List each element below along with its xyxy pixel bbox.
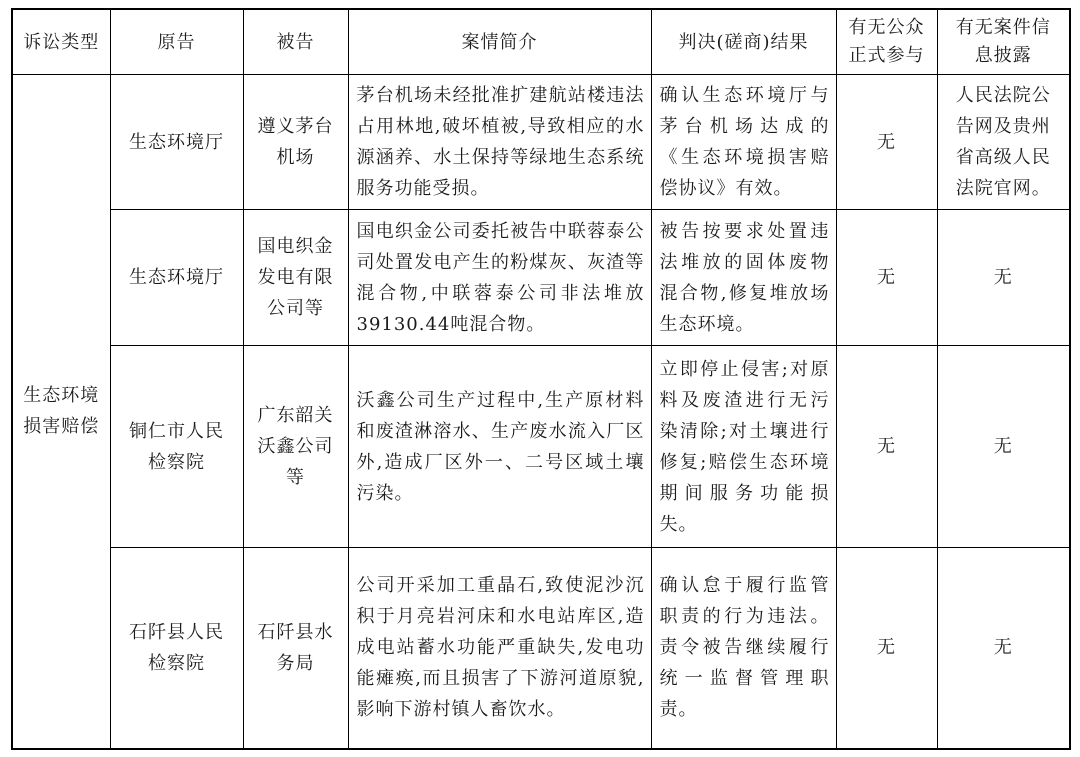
result-cell: 确认生态环境厅与茅台机场达成的《生态环境损害赔偿协议》有效。 [651,75,836,210]
summary-cell: 国电织金公司委托被告中联蓉泰公司处置发电产生的粉煤灰、灰渣等混合物,中联蓉泰公司非法堆放39130.44吨混合物。 [348,210,651,346]
header-plaintiff: 原告 [110,9,243,75]
result-cell: 确认怠于履行监管职责的行为违法。责令被告继续履行统一监督管理职责。 [651,548,836,749]
header-public-participation: 有无公众正式参与 [836,9,937,75]
plaintiff-cell: 生态环境厅 [110,210,243,346]
result-cell: 立即停止侵害;对原料及废渣进行无污染清除;对土壤进行修复;赔偿生态环境期间服务功能损失。 [651,346,836,548]
summary-cell: 沃鑫公司生产过程中,生产原材料和废渣淋溶水、生产废水流入厂区外,造成厂区外一、二号区域土壤污染。 [348,346,651,548]
defendant-cell: 国电织金发电有限公司等 [243,210,348,346]
header-defendant: 被告 [243,9,348,75]
table-row [12,548,1070,749]
public-participation-cell: 无 [836,548,937,749]
table-row [12,346,1070,548]
defendant-cell: 石阡县水务局 [243,548,348,749]
case-table [11,8,1071,750]
disclosure-cell: 无 [937,346,1070,548]
header-litigation-type: 诉讼类型 [12,9,110,75]
public-participation-cell: 无 [836,346,937,548]
litigation-type-cell: 生态环境损害赔偿 [12,75,110,749]
header-row [12,9,1070,75]
defendant-cell: 遵义茅台机场 [243,75,348,210]
header-summary: 案情简介 [348,9,651,75]
public-participation-cell: 无 [836,75,937,210]
summary-cell: 茅台机场未经批准扩建航站楼违法占用林地,破坏植被,导致相应的水源涵养、水土保持等绿地生态系统服务功能受损。 [348,75,651,210]
public-participation-cell: 无 [836,210,937,346]
table-row [12,210,1070,346]
header-disclosure: 有无案件信息披露 [937,9,1070,75]
table-row [12,75,1070,210]
defendant-cell: 广东韶关沃鑫公司等 [243,346,348,548]
disclosure-cell: 无 [937,210,1070,346]
disclosure-cell: 无 [937,548,1070,749]
plaintiff-cell: 石阡县人民检察院 [110,548,243,749]
header-result: 判决(磋商)结果 [651,9,836,75]
plaintiff-cell: 生态环境厅 [110,75,243,210]
document-page [11,8,1069,748]
result-cell: 被告按要求处置违法堆放的固体废物混合物,修复堆放场生态环境。 [651,210,836,346]
disclosure-cell: 人民法院公告网及贵州省高级人民法院官网。 [937,75,1070,210]
summary-cell: 公司开采加工重晶石,致使泥沙沉积于月亮岩河床和水电站库区,造成电站蓄水功能严重缺失,发电功能瘫痪,而且损害了下游河道原貌,影响下游村镇人畜饮水。 [348,548,651,749]
plaintiff-cell: 铜仁市人民检察院 [110,346,243,548]
